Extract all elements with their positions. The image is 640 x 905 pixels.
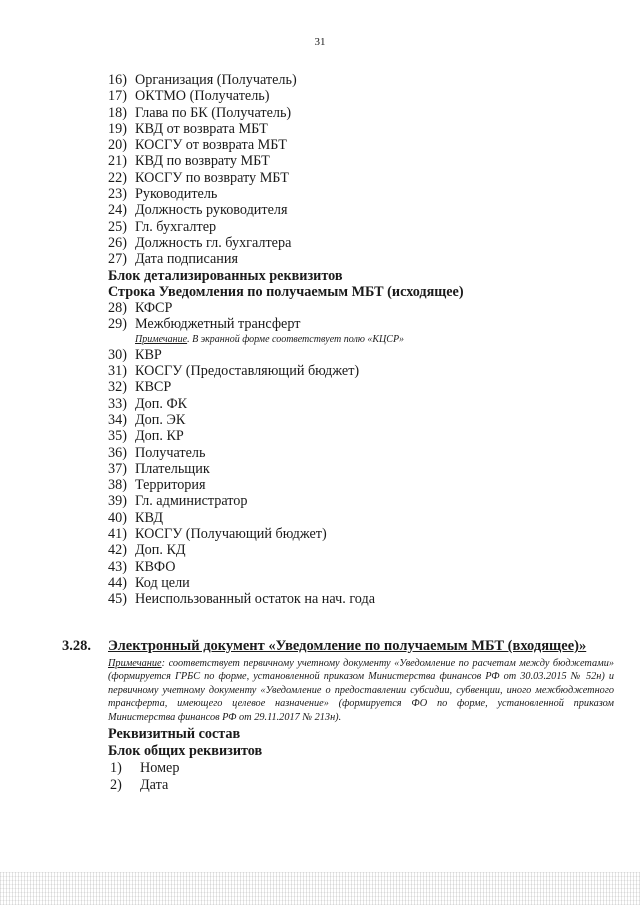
item-text: КФСР (135, 300, 173, 317)
list-item (108, 347, 464, 363)
list-item (108, 121, 464, 137)
list-item (108, 186, 464, 202)
item-text: Доп. ЭК (135, 411, 186, 428)
item-number: 25) (108, 218, 127, 235)
row-title: Строка Уведомления по получаемым МБТ (исходящее) (108, 283, 464, 300)
list-item (108, 153, 464, 169)
item-text: Доп. КД (135, 542, 186, 559)
item-number: 29) (108, 316, 127, 333)
item-number: 1) (110, 760, 122, 777)
item-number: 22) (108, 169, 127, 186)
note-label: Примечание (108, 658, 162, 669)
item-text: КВД (135, 509, 164, 526)
item-text: Получатель (135, 444, 206, 461)
item-number: 19) (108, 120, 127, 137)
scan-noise-band (0, 872, 640, 905)
item-text: ОКТМО (Получатель) (135, 88, 270, 105)
item-text: КВД по возврату МБТ (135, 153, 270, 170)
list-item (108, 559, 464, 575)
item-text: Номер (140, 760, 180, 777)
general-requisites-list (108, 760, 614, 794)
item-note (108, 333, 464, 347)
note-text: : соответствует первичному учетному документу «Уведомление по расчетам между бюджетами» (формируется ГРБС по форме, установленной приказом Министерства финансов РФ от 30.03.2015 № 52н) и первичному учетному документу «Уведомление о предоставлении субсидии, субвенции, иного межбюджетного трансферта, имеющего целевое назначение» (формируется ФО по форме, установленной приказом Министерства финансов РФ от 29.11.2017 № 213н). (108, 658, 614, 723)
item-number: 26) (108, 234, 127, 251)
list-item (108, 363, 464, 379)
requisites-list (108, 72, 464, 608)
item-number: 31) (108, 363, 127, 380)
list-item (108, 445, 464, 461)
item-text: Доп. ФК (135, 395, 188, 412)
item-number: 28) (108, 300, 127, 317)
list-item (108, 105, 464, 121)
section-3-28 (62, 638, 614, 794)
item-text: Дата подписания (135, 251, 238, 268)
list-item (108, 510, 464, 526)
item-number: 42) (108, 542, 127, 559)
item-text: КВФО (135, 558, 176, 575)
section-body (108, 726, 614, 794)
list-item (108, 235, 464, 251)
list-item (108, 461, 464, 477)
item-number: 37) (108, 460, 127, 477)
item-text: Руководитель (135, 186, 218, 203)
item-text: Неиспользованный остаток на нач. года (135, 591, 376, 608)
list-item (108, 396, 464, 412)
section-number: 3.28. (62, 638, 91, 654)
page-number: 31 (314, 36, 326, 48)
item-text: Дата (140, 777, 169, 794)
list-item (108, 591, 464, 607)
item-text: КОСГУ от возврата МБТ (135, 137, 287, 154)
item-text: Должность гл. бухгалтера (135, 234, 292, 251)
list-item (108, 542, 464, 558)
item-number: 32) (108, 379, 127, 396)
item-number: 20) (108, 137, 127, 154)
list-item (108, 379, 464, 395)
section-heading (62, 638, 614, 655)
block-detail-title: Блок детализированных реквизитов (108, 267, 343, 284)
item-text: КВР (135, 346, 162, 363)
item-number: 17) (108, 88, 127, 105)
item-number: 36) (108, 444, 127, 461)
item-text: Код цели (135, 574, 190, 591)
item-number: 27) (108, 251, 127, 268)
list-item (108, 575, 464, 591)
item-text: Доп. КР (135, 428, 184, 445)
item-number: 39) (108, 493, 127, 510)
item-number: 38) (108, 477, 127, 494)
list-item (108, 412, 464, 428)
item-number: 35) (108, 428, 127, 445)
item-text: Гл. бухгалтер (135, 218, 217, 235)
item-number: 40) (108, 509, 127, 526)
list-item (108, 477, 464, 493)
item-text: КОСГУ (Предоставляющий бюджет) (135, 363, 360, 380)
item-text: КОСГУ (Получающий бюджет) (135, 526, 327, 543)
section-note (108, 657, 614, 724)
item-text: Организация (Получатель) (135, 72, 297, 88)
list-item (108, 202, 464, 218)
item-text: Гл. администратор (135, 493, 248, 510)
item-number: 30) (108, 346, 127, 363)
item-number: 33) (108, 395, 127, 412)
item-text: Плательщик (135, 460, 210, 477)
list-item (108, 137, 464, 153)
note-text: . В экранной форме соответствует полю «КЦСР» (187, 333, 405, 345)
list-item (110, 777, 614, 794)
note-label: Примечание (135, 333, 188, 345)
item-text: Территория (135, 477, 206, 494)
general-block-title: Блок общих реквизитов (108, 743, 263, 760)
list-item (110, 760, 614, 777)
list-item (108, 300, 464, 316)
item-number: 43) (108, 558, 127, 575)
item-text: КВСР (135, 379, 172, 396)
item-text: КВД от возврата МБТ (135, 120, 268, 137)
item-text: КОСГУ по возврату МБТ (135, 169, 289, 186)
item-number: 2) (110, 777, 122, 794)
item-number: 45) (108, 591, 127, 608)
item-text: Межбюджетный трансферт (135, 316, 301, 333)
list-item (108, 251, 464, 267)
item-number: 16) (108, 72, 127, 88)
composition-title: Реквизитный состав (108, 726, 241, 743)
list-item (108, 526, 464, 542)
list-item (108, 316, 464, 332)
item-text: Должность руководителя (135, 202, 288, 219)
item-text: Глава по БК (Получатель) (135, 104, 292, 121)
item-number: 34) (108, 411, 127, 428)
item-number: 21) (108, 153, 127, 170)
item-number: 18) (108, 104, 127, 121)
item-number: 23) (108, 186, 127, 203)
list-item (108, 170, 464, 186)
item-number: 44) (108, 574, 127, 591)
section-title: Электронный документ «Уведомление по получаемым МБТ (входящее)» (108, 638, 587, 654)
list-item (108, 219, 464, 235)
item-number: 41) (108, 526, 127, 543)
list-item (108, 88, 464, 104)
list-item (108, 72, 464, 88)
item-number: 24) (108, 202, 127, 219)
list-item (108, 493, 464, 509)
list-item (108, 428, 464, 444)
